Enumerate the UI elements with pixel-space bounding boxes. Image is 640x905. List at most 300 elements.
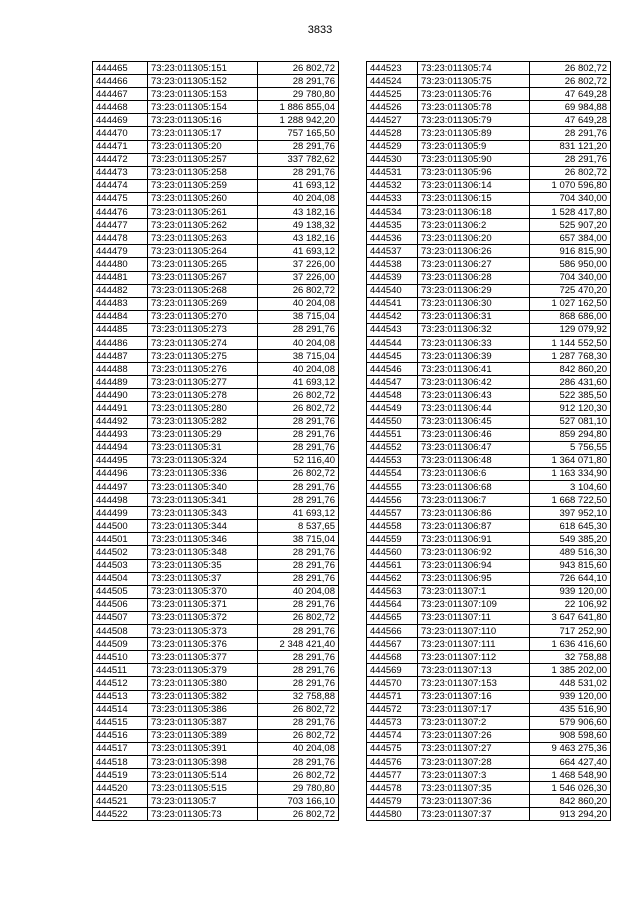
table-row bbox=[93, 638, 339, 651]
cadastral-number: 73:23:011306:68 bbox=[418, 481, 530, 494]
cadastral-number: 73:23:011307:16 bbox=[418, 690, 530, 703]
record-number: 444552 bbox=[367, 441, 418, 454]
record-number: 444468 bbox=[93, 101, 148, 114]
record-number: 444481 bbox=[93, 271, 148, 284]
table-row bbox=[93, 494, 339, 507]
cadastral-number: 73:23:011306:94 bbox=[418, 559, 530, 572]
record-number: 444538 bbox=[367, 258, 418, 271]
table-row bbox=[367, 219, 611, 232]
cadastral-number: 73:23:011307:37 bbox=[418, 808, 530, 821]
table-row bbox=[93, 716, 339, 729]
cadastral-number: 73:23:011305:277 bbox=[148, 376, 258, 389]
table-row bbox=[367, 467, 611, 480]
cadastral-number: 73:23:011305:153 bbox=[148, 88, 258, 101]
table-row bbox=[367, 559, 611, 572]
cadastral-value: 22 106,92 bbox=[530, 598, 611, 611]
table-row bbox=[93, 192, 339, 205]
record-number: 444560 bbox=[367, 546, 418, 559]
cadastral-number: 73:23:011305:346 bbox=[148, 533, 258, 546]
cadastral-value: 26 802,72 bbox=[258, 402, 339, 415]
cadastral-value: 28 291,76 bbox=[258, 651, 339, 664]
record-number: 444527 bbox=[367, 114, 418, 127]
cadastral-value: 28 291,76 bbox=[258, 494, 339, 507]
record-number: 444548 bbox=[367, 389, 418, 402]
cadastral-number: 73:23:011306:47 bbox=[418, 441, 530, 454]
record-number: 444503 bbox=[93, 559, 148, 572]
table-row bbox=[367, 769, 611, 782]
record-number: 444571 bbox=[367, 690, 418, 703]
table-row bbox=[367, 284, 611, 297]
cadastral-number: 73:23:011305:276 bbox=[148, 363, 258, 376]
cadastral-number: 73:23:011306:18 bbox=[418, 206, 530, 219]
record-number: 444516 bbox=[93, 729, 148, 742]
cadastral-value: 916 815,90 bbox=[530, 245, 611, 258]
cadastral-value: 26 802,72 bbox=[258, 611, 339, 624]
table-row bbox=[93, 284, 339, 297]
cadastral-number: 73:23:011307:13 bbox=[418, 664, 530, 677]
record-number: 444519 bbox=[93, 769, 148, 782]
cadastral-number: 73:23:011305:265 bbox=[148, 258, 258, 271]
table-row bbox=[93, 245, 339, 258]
cadastral-value: 1 546 026,30 bbox=[530, 782, 611, 795]
record-number: 444511 bbox=[93, 664, 148, 677]
table-row bbox=[367, 533, 611, 546]
cadastral-number: 73:23:011306:30 bbox=[418, 297, 530, 310]
record-number: 444563 bbox=[367, 585, 418, 598]
cadastral-number: 73:23:011305:373 bbox=[148, 625, 258, 638]
cadastral-number: 73:23:011305:154 bbox=[148, 101, 258, 114]
table-row bbox=[93, 101, 339, 114]
cadastral-number: 73:23:011305:514 bbox=[148, 769, 258, 782]
cadastral-number: 73:23:011305:31 bbox=[148, 441, 258, 454]
record-number: 444544 bbox=[367, 336, 418, 349]
cadastral-number: 73:23:011305:379 bbox=[148, 664, 258, 677]
record-number: 444526 bbox=[367, 101, 418, 114]
cadastral-number: 73:23:011307:111 bbox=[418, 638, 530, 651]
table-row bbox=[367, 808, 611, 821]
cadastral-value: 26 802,72 bbox=[530, 75, 611, 88]
cadastral-number: 73:23:011305:515 bbox=[148, 782, 258, 795]
cadastral-number: 73:23:011307:17 bbox=[418, 703, 530, 716]
cadastral-number: 73:23:011306:32 bbox=[418, 323, 530, 336]
table-row bbox=[93, 389, 339, 402]
table-row bbox=[367, 520, 611, 533]
cadastral-number: 73:23:011305:37 bbox=[148, 572, 258, 585]
cadastral-number: 73:23:011307:35 bbox=[418, 782, 530, 795]
table-row bbox=[367, 494, 611, 507]
cadastral-value: 1 288 942,20 bbox=[258, 114, 339, 127]
record-number: 444554 bbox=[367, 467, 418, 480]
record-number: 444576 bbox=[367, 755, 418, 768]
table-row bbox=[367, 402, 611, 415]
cadastral-value: 28 291,76 bbox=[258, 166, 339, 179]
record-number: 444525 bbox=[367, 88, 418, 101]
record-number: 444549 bbox=[367, 402, 418, 415]
cadastral-value: 32 758,88 bbox=[530, 651, 611, 664]
cadastral-value: 2 348 421,40 bbox=[258, 638, 339, 651]
record-number: 444537 bbox=[367, 245, 418, 258]
table-row bbox=[93, 611, 339, 624]
cadastral-value: 868 686,00 bbox=[530, 310, 611, 323]
record-number: 444534 bbox=[367, 206, 418, 219]
table-row bbox=[367, 310, 611, 323]
cadastral-value: 129 079,92 bbox=[530, 323, 611, 336]
table-row bbox=[367, 363, 611, 376]
cadastral-value: 579 906,60 bbox=[530, 716, 611, 729]
cadastral-number: 73:23:011306:33 bbox=[418, 336, 530, 349]
record-number: 444500 bbox=[93, 520, 148, 533]
cadastral-value: 28 291,76 bbox=[258, 415, 339, 428]
record-number: 444529 bbox=[367, 140, 418, 153]
table-row bbox=[93, 153, 339, 166]
cadastral-number: 73:23:011306:87 bbox=[418, 520, 530, 533]
right-table bbox=[366, 61, 611, 821]
cadastral-value: 1 468 548,90 bbox=[530, 769, 611, 782]
cadastral-number: 73:23:011305:151 bbox=[148, 62, 258, 75]
cadastral-number: 73:23:011306:29 bbox=[418, 284, 530, 297]
record-number: 444522 bbox=[93, 808, 148, 821]
cadastral-number: 73:23:011305:268 bbox=[148, 284, 258, 297]
cadastral-value: 725 470,20 bbox=[530, 284, 611, 297]
record-number: 444479 bbox=[93, 245, 148, 258]
cadastral-value: 38 715,04 bbox=[258, 533, 339, 546]
record-number: 444485 bbox=[93, 323, 148, 336]
record-number: 444580 bbox=[367, 808, 418, 821]
cadastral-number: 73:23:011305:74 bbox=[418, 62, 530, 75]
cadastral-value: 28 291,76 bbox=[258, 598, 339, 611]
table-row bbox=[367, 75, 611, 88]
cadastral-value: 1 668 722,50 bbox=[530, 494, 611, 507]
cadastral-value: 939 120,00 bbox=[530, 585, 611, 598]
table-row bbox=[93, 808, 339, 821]
cadastral-number: 73:23:011305:152 bbox=[148, 75, 258, 88]
table-row bbox=[367, 454, 611, 467]
cadastral-value: 397 952,10 bbox=[530, 507, 611, 520]
record-number: 444478 bbox=[93, 232, 148, 245]
cadastral-value: 28 291,76 bbox=[258, 323, 339, 336]
cadastral-number: 73:23:011307:26 bbox=[418, 729, 530, 742]
cadastral-value: 40 204,08 bbox=[258, 336, 339, 349]
table-row bbox=[93, 664, 339, 677]
table-row bbox=[367, 140, 611, 153]
cadastral-value: 1 027 162,50 bbox=[530, 297, 611, 310]
cadastral-number: 73:23:011306:7 bbox=[418, 494, 530, 507]
cadastral-number: 73:23:011305:90 bbox=[418, 153, 530, 166]
record-number: 444486 bbox=[93, 336, 148, 349]
cadastral-value: 913 294,20 bbox=[530, 808, 611, 821]
cadastral-value: 26 802,72 bbox=[258, 389, 339, 402]
table-row bbox=[93, 62, 339, 75]
record-number: 444574 bbox=[367, 729, 418, 742]
cadastral-number: 73:23:011306:95 bbox=[418, 572, 530, 585]
table-row bbox=[93, 441, 339, 454]
cadastral-value: 47 649,28 bbox=[530, 88, 611, 101]
record-number: 444515 bbox=[93, 716, 148, 729]
cadastral-value: 40 204,08 bbox=[258, 297, 339, 310]
cadastral-number: 73:23:011305:17 bbox=[148, 127, 258, 140]
record-number: 444496 bbox=[93, 467, 148, 480]
cadastral-number: 73:23:011306:20 bbox=[418, 232, 530, 245]
table-row bbox=[93, 742, 339, 755]
record-number: 444505 bbox=[93, 585, 148, 598]
record-number: 444568 bbox=[367, 651, 418, 664]
record-number: 444521 bbox=[93, 795, 148, 808]
record-number: 444507 bbox=[93, 611, 148, 624]
cadastral-value: 41 693,12 bbox=[258, 245, 339, 258]
record-number: 444474 bbox=[93, 179, 148, 192]
cadastral-number: 73:23:011306:86 bbox=[418, 507, 530, 520]
table-row bbox=[93, 598, 339, 611]
cadastral-value: 943 815,60 bbox=[530, 559, 611, 572]
cadastral-number: 73:23:011306:91 bbox=[418, 533, 530, 546]
cadastral-value: 448 531,02 bbox=[530, 677, 611, 690]
record-number: 444572 bbox=[367, 703, 418, 716]
cadastral-number: 73:23:011305:372 bbox=[148, 611, 258, 624]
table-row bbox=[367, 350, 611, 363]
record-number: 444564 bbox=[367, 598, 418, 611]
cadastral-value: 28 291,76 bbox=[258, 677, 339, 690]
table-row bbox=[367, 101, 611, 114]
cadastral-number: 73:23:011305:96 bbox=[418, 166, 530, 179]
cadastral-value: 69 984,88 bbox=[530, 101, 611, 114]
cadastral-number: 73:23:011307:27 bbox=[418, 742, 530, 755]
cadastral-value: 618 645,30 bbox=[530, 520, 611, 533]
record-number: 444551 bbox=[367, 428, 418, 441]
table-row bbox=[367, 271, 611, 284]
cadastral-number: 73:23:011307:153 bbox=[418, 677, 530, 690]
table-row bbox=[93, 729, 339, 742]
record-number: 444490 bbox=[93, 389, 148, 402]
cadastral-number: 73:23:011305:258 bbox=[148, 166, 258, 179]
cadastral-number: 73:23:011306:6 bbox=[418, 467, 530, 480]
table-row bbox=[367, 546, 611, 559]
record-number: 444533 bbox=[367, 192, 418, 205]
cadastral-value: 26 802,72 bbox=[258, 769, 339, 782]
table-row bbox=[93, 546, 339, 559]
record-number: 444502 bbox=[93, 546, 148, 559]
table-row bbox=[367, 428, 611, 441]
cadastral-value: 41 693,12 bbox=[258, 179, 339, 192]
cadastral-number: 73:23:011305:391 bbox=[148, 742, 258, 755]
cadastral-value: 726 644,10 bbox=[530, 572, 611, 585]
cadastral-value: 1 886 855,04 bbox=[258, 101, 339, 114]
record-number: 444489 bbox=[93, 376, 148, 389]
record-number: 444528 bbox=[367, 127, 418, 140]
record-number: 444466 bbox=[93, 75, 148, 88]
record-number: 444545 bbox=[367, 350, 418, 363]
cadastral-number: 73:23:011306:15 bbox=[418, 192, 530, 205]
cadastral-value: 28 291,76 bbox=[530, 127, 611, 140]
table-row bbox=[367, 62, 611, 75]
table-row bbox=[93, 219, 339, 232]
cadastral-value: 28 291,76 bbox=[258, 140, 339, 153]
cadastral-value: 28 291,76 bbox=[258, 625, 339, 638]
cadastral-value: 49 138,32 bbox=[258, 219, 339, 232]
cadastral-number: 73:23:011305:76 bbox=[418, 88, 530, 101]
record-number: 444550 bbox=[367, 415, 418, 428]
record-number: 444577 bbox=[367, 769, 418, 782]
table-row bbox=[93, 271, 339, 284]
record-number: 444546 bbox=[367, 363, 418, 376]
table-row bbox=[367, 245, 611, 258]
record-number: 444498 bbox=[93, 494, 148, 507]
table-row bbox=[93, 179, 339, 192]
table-row bbox=[93, 651, 339, 664]
table-row bbox=[93, 114, 339, 127]
record-number: 444517 bbox=[93, 742, 148, 755]
cadastral-number: 73:23:011305:260 bbox=[148, 192, 258, 205]
table-row bbox=[93, 376, 339, 389]
cadastral-value: 1 636 416,60 bbox=[530, 638, 611, 651]
record-number: 444469 bbox=[93, 114, 148, 127]
cadastral-number: 73:23:011306:92 bbox=[418, 546, 530, 559]
record-number: 444473 bbox=[93, 166, 148, 179]
table-row bbox=[93, 677, 339, 690]
record-number: 444567 bbox=[367, 638, 418, 651]
cadastral-value: 9 463 275,36 bbox=[530, 742, 611, 755]
table-row bbox=[93, 140, 339, 153]
cadastral-value: 527 081,10 bbox=[530, 415, 611, 428]
table-row bbox=[93, 533, 339, 546]
cadastral-value: 41 693,12 bbox=[258, 507, 339, 520]
table-row bbox=[367, 179, 611, 192]
cadastral-number: 73:23:011306:28 bbox=[418, 271, 530, 284]
record-number: 444539 bbox=[367, 271, 418, 284]
cadastral-value: 842 860,20 bbox=[530, 795, 611, 808]
cadastral-number: 73:23:011305:262 bbox=[148, 219, 258, 232]
cadastral-value: 28 291,76 bbox=[258, 664, 339, 677]
table-row bbox=[367, 336, 611, 349]
cadastral-value: 38 715,04 bbox=[258, 310, 339, 323]
cadastral-number: 73:23:011306:43 bbox=[418, 389, 530, 402]
cadastral-value: 26 802,72 bbox=[258, 703, 339, 716]
table-row bbox=[367, 441, 611, 454]
table-row bbox=[93, 323, 339, 336]
cadastral-number: 73:23:011306:27 bbox=[418, 258, 530, 271]
cadastral-number: 73:23:011306:41 bbox=[418, 363, 530, 376]
cadastral-value: 337 782,62 bbox=[258, 153, 339, 166]
table-row bbox=[93, 520, 339, 533]
cadastral-value: 26 802,72 bbox=[258, 808, 339, 821]
cadastral-number: 73:23:011305:344 bbox=[148, 520, 258, 533]
cadastral-value: 28 291,76 bbox=[258, 428, 339, 441]
table-row bbox=[367, 114, 611, 127]
table-row bbox=[367, 638, 611, 651]
cadastral-value: 26 802,72 bbox=[258, 467, 339, 480]
record-number: 444491 bbox=[93, 402, 148, 415]
record-number: 444579 bbox=[367, 795, 418, 808]
table-row bbox=[93, 481, 339, 494]
table-row bbox=[93, 232, 339, 245]
cadastral-value: 26 802,72 bbox=[530, 166, 611, 179]
record-number: 444559 bbox=[367, 533, 418, 546]
cadastral-value: 40 204,08 bbox=[258, 742, 339, 755]
cadastral-value: 1 385 202,00 bbox=[530, 664, 611, 677]
record-number: 444465 bbox=[93, 62, 148, 75]
table-row bbox=[93, 415, 339, 428]
record-number: 444561 bbox=[367, 559, 418, 572]
page-number: 3833 bbox=[307, 24, 333, 36]
cadastral-value: 28 291,76 bbox=[258, 755, 339, 768]
cadastral-number: 73:23:011305:324 bbox=[148, 454, 258, 467]
table-row bbox=[367, 481, 611, 494]
cadastral-value: 28 291,76 bbox=[258, 481, 339, 494]
record-number: 444542 bbox=[367, 310, 418, 323]
cadastral-value: 5 756,55 bbox=[530, 441, 611, 454]
cadastral-number: 73:23:011305:336 bbox=[148, 467, 258, 480]
cadastral-value: 28 291,76 bbox=[258, 559, 339, 572]
cadastral-number: 73:23:011305:75 bbox=[418, 75, 530, 88]
cadastral-number: 73:23:011305:257 bbox=[148, 153, 258, 166]
cadastral-value: 28 291,76 bbox=[258, 546, 339, 559]
table-row bbox=[93, 166, 339, 179]
record-number: 444501 bbox=[93, 533, 148, 546]
cadastral-number: 73:23:011305:89 bbox=[418, 127, 530, 140]
table-row bbox=[93, 572, 339, 585]
cadastral-number: 73:23:011305:280 bbox=[148, 402, 258, 415]
record-number: 444556 bbox=[367, 494, 418, 507]
record-number: 444480 bbox=[93, 258, 148, 271]
cadastral-number: 73:23:011305:273 bbox=[148, 323, 258, 336]
cadastral-value: 28 291,76 bbox=[258, 716, 339, 729]
table-row bbox=[367, 127, 611, 140]
table-row bbox=[93, 454, 339, 467]
cadastral-number: 73:23:011306:14 bbox=[418, 179, 530, 192]
record-number: 444558 bbox=[367, 520, 418, 533]
table-row bbox=[367, 166, 611, 179]
record-number: 444520 bbox=[93, 782, 148, 795]
table-row bbox=[93, 206, 339, 219]
cadastral-number: 73:23:011305:261 bbox=[148, 206, 258, 219]
record-number: 444514 bbox=[93, 703, 148, 716]
cadastral-value: 52 116,40 bbox=[258, 454, 339, 467]
left-table bbox=[92, 61, 339, 821]
cadastral-value: 29 780,80 bbox=[258, 88, 339, 101]
cadastral-value: 908 598,60 bbox=[530, 729, 611, 742]
table-row bbox=[93, 769, 339, 782]
record-number: 444495 bbox=[93, 454, 148, 467]
cadastral-number: 73:23:011305:282 bbox=[148, 415, 258, 428]
record-number: 444531 bbox=[367, 166, 418, 179]
record-number: 444530 bbox=[367, 153, 418, 166]
cadastral-value: 43 182,16 bbox=[258, 206, 339, 219]
record-number: 444575 bbox=[367, 742, 418, 755]
table-row bbox=[367, 323, 611, 336]
cadastral-number: 73:23:011305:264 bbox=[148, 245, 258, 258]
cadastral-number: 73:23:011305:267 bbox=[148, 271, 258, 284]
cadastral-value: 38 715,04 bbox=[258, 350, 339, 363]
record-number: 444470 bbox=[93, 127, 148, 140]
record-number: 444499 bbox=[93, 507, 148, 520]
cadastral-value: 1 364 071,80 bbox=[530, 454, 611, 467]
cadastral-number: 73:23:011305:398 bbox=[148, 755, 258, 768]
cadastral-number: 73:23:011307:11 bbox=[418, 611, 530, 624]
table-row bbox=[367, 755, 611, 768]
cadastral-number: 73:23:011305:386 bbox=[148, 703, 258, 716]
cadastral-number: 73:23:011305:259 bbox=[148, 179, 258, 192]
cadastral-value: 1 070 596,80 bbox=[530, 179, 611, 192]
record-number: 444513 bbox=[93, 690, 148, 703]
table-row bbox=[367, 651, 611, 664]
table-row bbox=[93, 297, 339, 310]
cadastral-value: 657 384,00 bbox=[530, 232, 611, 245]
cadastral-value: 3 104,60 bbox=[530, 481, 611, 494]
record-number: 444532 bbox=[367, 179, 418, 192]
record-number: 444512 bbox=[93, 677, 148, 690]
cadastral-number: 73:23:011305:7 bbox=[148, 795, 258, 808]
cadastral-number: 73:23:011305:382 bbox=[148, 690, 258, 703]
cadastral-number: 73:23:011306:31 bbox=[418, 310, 530, 323]
